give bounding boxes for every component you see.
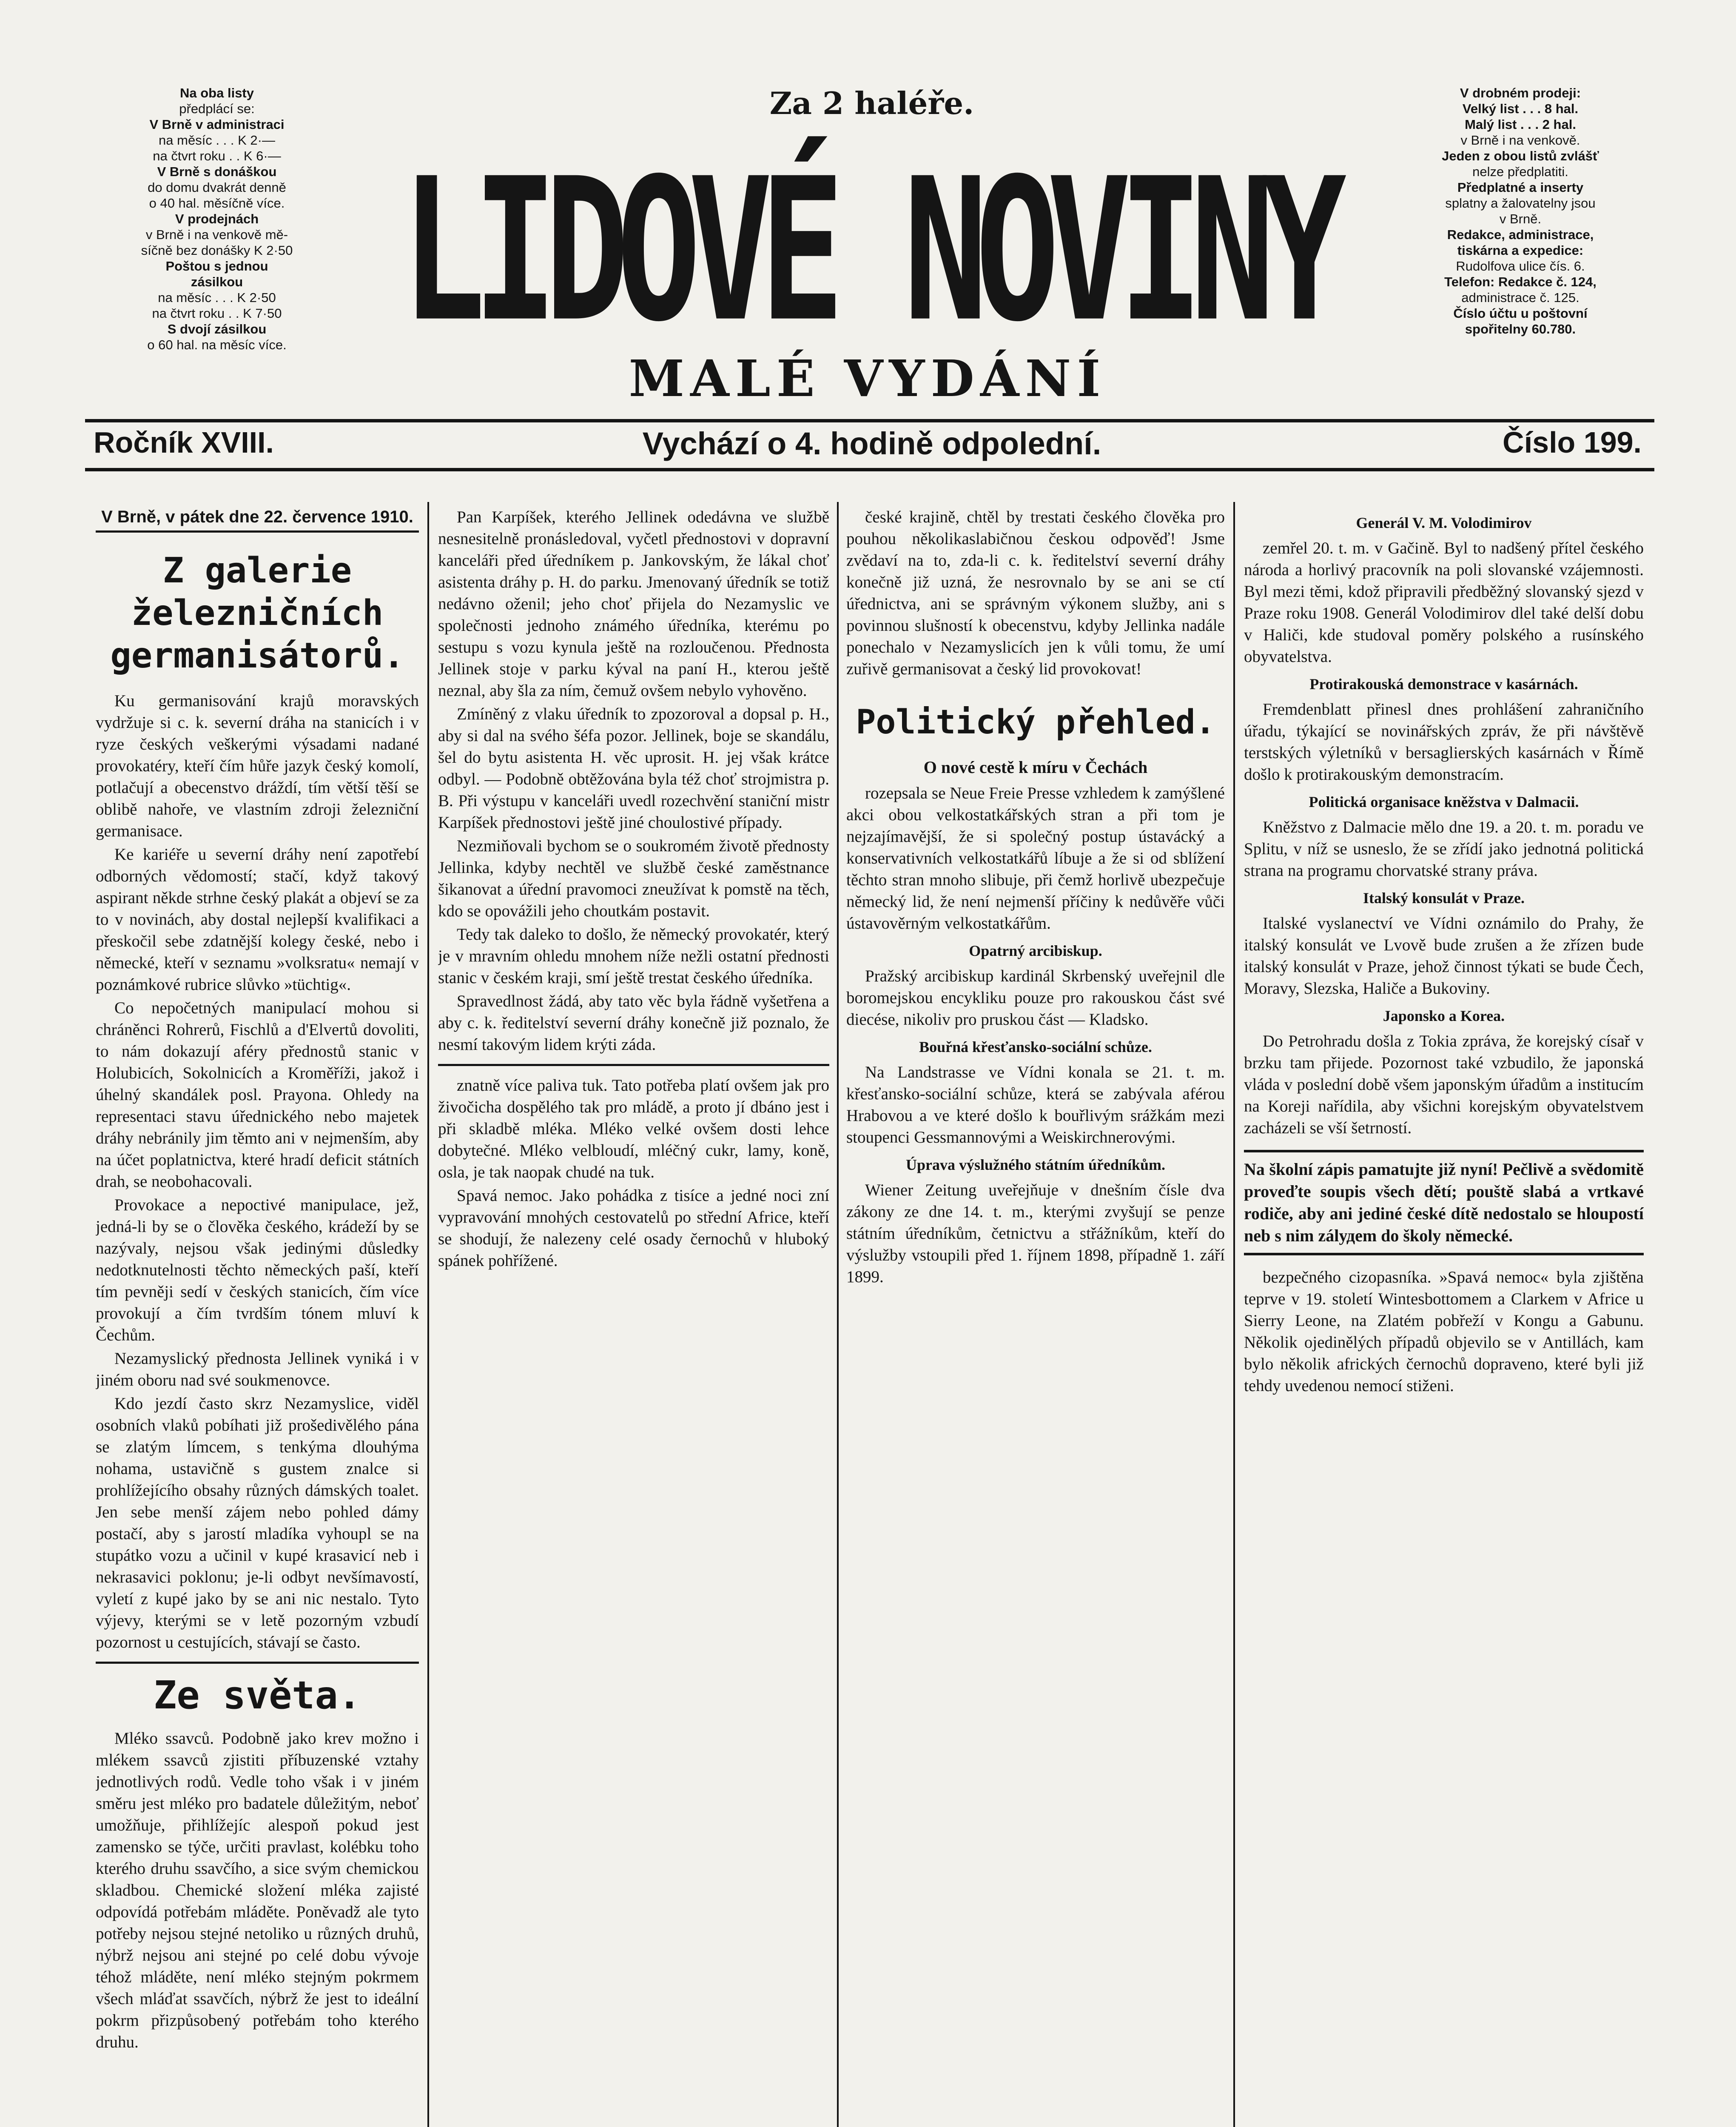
subheading: Italský konsulát v Praze. [1363, 890, 1525, 907]
sub-line: Na oba listy [180, 86, 254, 100]
sub-line: v Brně i na venkově mě- [145, 227, 288, 242]
paragraph: Italské vyslanectví ve Vídni oznámilo do Prahy, že italský konsulát ve Lvově bude zrušen a že zřízen bude italský konsulát v Praze, jehož činnost týkati se bude Čech, Moravy, Slezska, Haliče a Bukoviny. [1244, 914, 1644, 998]
column-3 [846, 506, 1225, 2127]
section-title: Politický přehled. [856, 703, 1215, 741]
paragraph: Wiener Zeitung uveřejňuje v dnešním čísle dva zákony ze dne 14. t. m., kterými zvyšují se penze státním úředníkům, četnictvu a střážníkům, kteří do výslužby vstoupili před 1. říjnem 1898, případně 1. září 1899. [846, 1181, 1225, 1286]
paragraph: Provokace a nepoctivé manipulace, jež, jedná-li by se o člověka českého, krádeží by se nazývaly, nejsou však jedinými důsledky nedotknutelnosti těchto německých paší, kteří tím pevněji sedí v českých stanicích, čím více provokují a čím tvrdším tónem mluví k Čechům. [96, 1196, 419, 1344]
sales-line: splatny a žalovatelny jsou [1445, 196, 1596, 211]
section-title: Ze světa. [154, 1673, 361, 1718]
subheading: O nové cestě k míru v Čechách [923, 758, 1148, 777]
sub-line: S dvojí zásilkou [167, 322, 267, 336]
rule [85, 468, 1654, 471]
volume-label: Ročník XVIII. [94, 426, 274, 459]
column-1 [96, 506, 419, 2127]
price-line: Za 2 haléře. [769, 85, 974, 121]
sales-line: Redakce, administrace, [1447, 227, 1594, 242]
sub-line: do domu dvakrát denně [148, 180, 286, 195]
sales-line: v Brně. [1499, 211, 1542, 226]
publication-notice: Vychází o 4. hodině odpolední. [642, 426, 1101, 461]
sub-line: Poštou s jednou [165, 259, 268, 274]
sub-line: o 60 hal. na měsíc více. [147, 337, 287, 352]
sub-line: předplácí se: [179, 101, 255, 116]
notice-box: Na školní zápis pamatujte již nyní! Pečlivě a svědomitě proveďte soupis všech dětí; pouště slabá a vrtkavé rodiče, aby ani jediné české dítě nedostalo se hloupostí neb s nim zálудem do školy německé. [1244, 1150, 1644, 1255]
edition-subtitle: MALÉ VYDÁNÍ [629, 349, 1107, 408]
paragraph: Do Petrohradu došla z Tokia zpráva, že korejský císař v brzku tam přijede. Pozornost také vzbudilo, že japonská vláda v poslední době všem japonským úřadům a institucím na Koreji nařídila, aby všichni korejským obyvatelstvem zacházeli se vší šetrností. [1244, 1032, 1644, 1137]
paragraph: rozepsala se Neue Freie Presse vzhledem k zamýšlené akci obou velkostatkářských stran a při tom je nejzajímavější, že si společný postup ústavácký a konservativních velkostatkářů líbuje a že si od sblížení těchto stran mnoho slibuje, při čemž horlivě ubezpečuje německý lid, že není nejmenší příčiny k nedůvěře vůči ústavověrným velkostatkářům. [846, 784, 1225, 932]
sales-line: tiskárna a expedice: [1457, 243, 1584, 258]
sales-line: nelze předplatiti. [1472, 164, 1568, 179]
sub-line: na čtvrt roku . . K 6·— [153, 148, 281, 163]
sales-line: spořitelny 60.780. [1465, 322, 1576, 336]
paragraph: Spavá nemoc. Jako pohádka z tisíce a jedné noci zní vypravování mnohých cestovatelů po střední Africe, kteří se shodují, že nalezeny celé osady černochů v hluboký spánek pohřížené. [438, 1186, 829, 1270]
rule [85, 419, 1654, 422]
column-rule [837, 502, 839, 2127]
subheading: Generál V. M. Volodimirov [1356, 514, 1532, 531]
paragraph: znatně více paliva tuk. Tato potřeba platí ovšem jak pro živočicha dospělého tak pro mládě, a proto jí dbáno jest i při skladbě mléka. Mléko velké ovšem dosti lehce dobytečné. Mléko velbloudí, mléčný cukr, lamy, koně, osla, je tak naopak chudé na tuk. [438, 1076, 829, 1181]
sub-line: V prodejnách [175, 211, 259, 226]
paragraph: české krajině, chtěl by trestati českého člověka pro pouhou několikaslabičnou českou odpověď! Jsme zvědaví na to, zda-li c. k. ředitelství severní dráhy konečně již uzná, že nesrovnalo by se ani se ctí úřednictva, ani se správným výkonem služby, ani s povinnou slušností k obecenstvu, kdyby Jellinka nadále ponechalo v Nezamyslicích jen k vůli tomu, že umí zuřivě germanisovat a český lid provokovat! [846, 508, 1225, 678]
issue-number: Číslo 199. [1503, 426, 1642, 459]
paragraph: Zmíněný z vlaku úředník to zpozoroval a dopsal p. H., aby si dal na svého šéfa pozor. Jellinek, boje se skandálu, šel do bytu asistenta H. věc uprosit. H. jej však krátce odbyl. — Podobně obtěžována byla též choť strojmistra p. B. Při výstupu v kanceláři uvedl rozechvění staniční mistr Karpíšek přednostovi ještě jiné choulostivé případy. [438, 705, 829, 832]
paragraph: Spravedlnost žádá, aby tato věc byla řádně vyšetřena a aby c. k. ředitelství severní dráhy konečně již poznalo, že nesmí takovým lidem krýti záda. [438, 992, 829, 1054]
sub-line: zásilkou [191, 274, 243, 289]
sub-line: V Brně s donáškou [157, 164, 277, 179]
paragraph: Mléko ssavců. Podobně jako krev možno i mlékem ssavců zjistiti příbuzenské vztahy jednotlivých rodů. Vedle toho však i v jiném směru jest mléko pro badatele důležitým, neboť umožňuje, přihlížejíc alespoň pokud jest zamensko se týče, určiti pravlast, kolébku toho kterého druhu ssavčího, a sice svým chemickou skladbou. Chemické složení mléka zajisté odpovídá potřebám mláděte. Poněvadž ale tyto potřeby nejsou stejné netoliko u různých druhů, nýbrž nejsou ani stejné po celé dobu vývoje téhož mláděte, není mléko stejným pokrmem všech mláďat ssavčích, nýbrž že jest to ideální pokrm přizpůsobený potřebám toho kterého druhu. [96, 1729, 419, 2051]
sales-line: Telefon: Redakce č. 124, [1444, 274, 1597, 289]
paragraph: Ku germanisování krajů moravských vydržuje si c. k. severní dráha na stanicích i v ryze českých veškerými výsadami nadané provokatéry, kteří čím hůře jazyk český komolí, potlačují a obecenstvo dráždí, tím větší těší se oblibě nahoře, ve vlastním zdroji železniční germanisace. [96, 692, 419, 840]
sub-line: V Brně v administraci [149, 117, 285, 132]
separator [438, 1064, 829, 1066]
sub-line: na měsíc . . . K 2·— [159, 133, 275, 148]
paragraph: Co nepočetných manipulací mohou si chráněnci Rohrerů, Fischlů a d'Elvertů dovoliti, to nám dokazují aféry přednostů stanic v Holubicích, Sokolnicích a Kroměříži, jakož i úhelný skandálek posl. Prayona. Ohledy na representaci stavu úřednického nebo majetek dráhy nebránily jim těmto ani v nejmenším, aby na účet poplatnictva, které hradí deficit státních drah, se neobohacovali. [96, 999, 419, 1191]
subheading: Bouřná křesťansko-sociální schůze. [919, 1038, 1152, 1055]
subheading: Politická organisace kněžstva v Dalmacii. [1309, 793, 1579, 810]
sales-line: Rudolfova ulice čís. 6. [1456, 259, 1585, 274]
sub-line: na měsíc . . . K 2·50 [158, 290, 276, 305]
paragraph: zemřel 20. t. m. v Gačině. Byl to nadšený přítel českého národa a horlivý pracovník na poli slovanské vzájemnosti. Byl mezi těmi, kdož připravili předběžný slovanský sjezd v Praze roku 1908. Generál Volodimirov dlel také delší dobu v Haliči, kde studoval poměry polského a rusínského obyvatelstva. [1244, 539, 1644, 666]
paragraph: Kdo jezdí často skrz Nezamyslice, viděl osobních vlaků pobíhati již prošedivělého pána se zlatým límcem, s tenkýma dlouhýma nohama, ustavičně s gustem znalce si prohlížejícího obsahy různých dámských toalet. Jen sebe menší zájem nebo pohled dámy postačí, aby s jarostí mladíka vyhoupl se na stupátko vozu a učinil v kupé krasavicí neb i nekrasavici poklonu; je-li odbyt nevšímavostí, vyletí z kupé jako by se ani nic nestalo. Tyto výjevy, kterými se v letě pozorným vzbudí pozornost u cestujících, stávají se často. [96, 1394, 419, 1651]
paragraph: bezpečného cizopasníka. »Spavá nemoc« byla zjištěna teprve v 19. století Wintesbottomem a Clarkem v Africe u Sierry Leone, na Zlatém pobřeží v Kongu a Gabunu. Několik ojedinělých případů objevilo se v Antillách, kam bylo několik afrických černochů dopraveno, které byli již tehdy uvedenou nemocí stiženi. [1244, 1268, 1644, 1395]
subheading: Opatrný arcibiskup. [969, 942, 1102, 959]
paragraph: Kněžstvo z Dalmacie mělo dne 19. a 20. t. m. poradu ve Splitu, v níž se usneslo, že se zřídí jako jednotná politická strana na programu chorvatské strany práva. [1244, 818, 1644, 880]
separator [96, 1662, 419, 1664]
paragraph: Tedy tak daleko to došlo, že německý provokatér, který je v mravním ohledu mnohem níže nežli ostatní přednosti stanic v českém kraji, smí ještě trestat českého úředníka. [438, 925, 829, 987]
sales-line: Předplatné a inserty [1457, 180, 1584, 195]
column-rule [427, 502, 429, 2127]
paragraph: Nezamyslický přednosta Jellinek vyniká i v jiném oboru nad své soukmenovce. [96, 1349, 419, 1389]
newspaper-title: LIDOVÉ NOVINY [401, 136, 1334, 365]
article-title: Z galerie železničních germanisátorů. [110, 550, 404, 676]
sales-line: Malý list . . . 2 hal. [1465, 117, 1576, 132]
sales-line: Číslo účtu u poštovní [1453, 306, 1588, 321]
sales-line: Jeden z obou listů zvlášť [1442, 148, 1599, 163]
paragraph: Na Landstrasse ve Vídni konala se 21. t. m. křesťansko-sociální schůze, která se zabývala aférou Hrabovou a ve které došlo k bouřlivým srážkám mezi stoupenci Gessmannovými a Weiskirchnerovými. [846, 1063, 1225, 1146]
paragraph: Fremdenblatt přinesl dnes prohlášení zahraničního úřadu, týkající se novinářských zpráv, že při návštěvě terstských výletníků v bersaglierských kasárnách v Římě došlo k protirakouským demonstracím. [1244, 700, 1644, 784]
sales-line: V drobném prodeji: [1460, 86, 1581, 100]
sales-line: administrace č. 125. [1461, 290, 1579, 305]
sub-line: o 40 hal. měsíčně více. [149, 196, 285, 211]
sales-line: v Brně i na venkově. [1460, 133, 1580, 148]
paragraph: Nezmiňovali bychom se o soukromém životě přednosty Jellinka, kdyby nechtěl ve službě české zaměstnance šikanovat a úřední pravomoci zneužívat k pomstě na těch, kdo se opovážili jeho choutkám postavit. [438, 837, 829, 920]
sales-box [1361, 85, 1680, 337]
column-2 [438, 506, 829, 2127]
paragraph: Pražský arcibiskup kardinál Skrbenský uveřejnil dle boromejskou encykliku pouze pro rakouskou část své diecése, nikoliv pro pruskou část — Kladsko. [846, 967, 1225, 1029]
subheading: Japonsko a Korea. [1383, 1007, 1505, 1024]
subheading: Úprava výslužného státním úředníkům. [905, 1156, 1166, 1173]
column-rule [1233, 502, 1235, 2127]
sub-line: síčně bez donášky K 2·50 [141, 243, 293, 258]
sub-line: na čtvrt roku . . K 7·50 [152, 306, 282, 321]
subheading: Protirakouská demonstrace v kasárnách. [1309, 676, 1578, 693]
paragraph: Ke kariéře u severní dráhy není zapotřebí odborných vědomostí; stačí, když takový aspirant někde strhne český plakát a objeví se za to v novinách, aby dostal nejlepší kvalifikaci a přeskočil sebe zdatnější kolegy české, nebo i německé, kteří v seznamu »volksratu« nemají v poznámkové rubrice slůvko »tüchtig«. [96, 845, 419, 994]
subscription-box [60, 85, 374, 353]
sales-line: Velký list . . . 8 hal. [1462, 101, 1579, 116]
column-4 [1244, 506, 1644, 2127]
paragraph: Pan Karpíšek, kterého Jellinek odedávna ve službě nesnesitelně pronásledoval, vyčetl přednostovi v dopravní kanceláři před úředníkem p. Jankovským, že lákal choť asistenta dráhy p. H. do parku. Jmenovaný úředník se totiž nedávno oženil; jeho choť přijela do Nezamyslic ve společnosti jednoho známého úředníka, kterému po sestupu s vozu kynula ještě na rozloučenou. Přednosta Jellinek stoje v parku kýval na paní H., kterou ještě neznal, aby šla za ním, čemuž ovšem nebylo vyhověno. [438, 508, 829, 700]
dateline: V Brně, v pátek dne 22. července 1910. [96, 506, 419, 533]
